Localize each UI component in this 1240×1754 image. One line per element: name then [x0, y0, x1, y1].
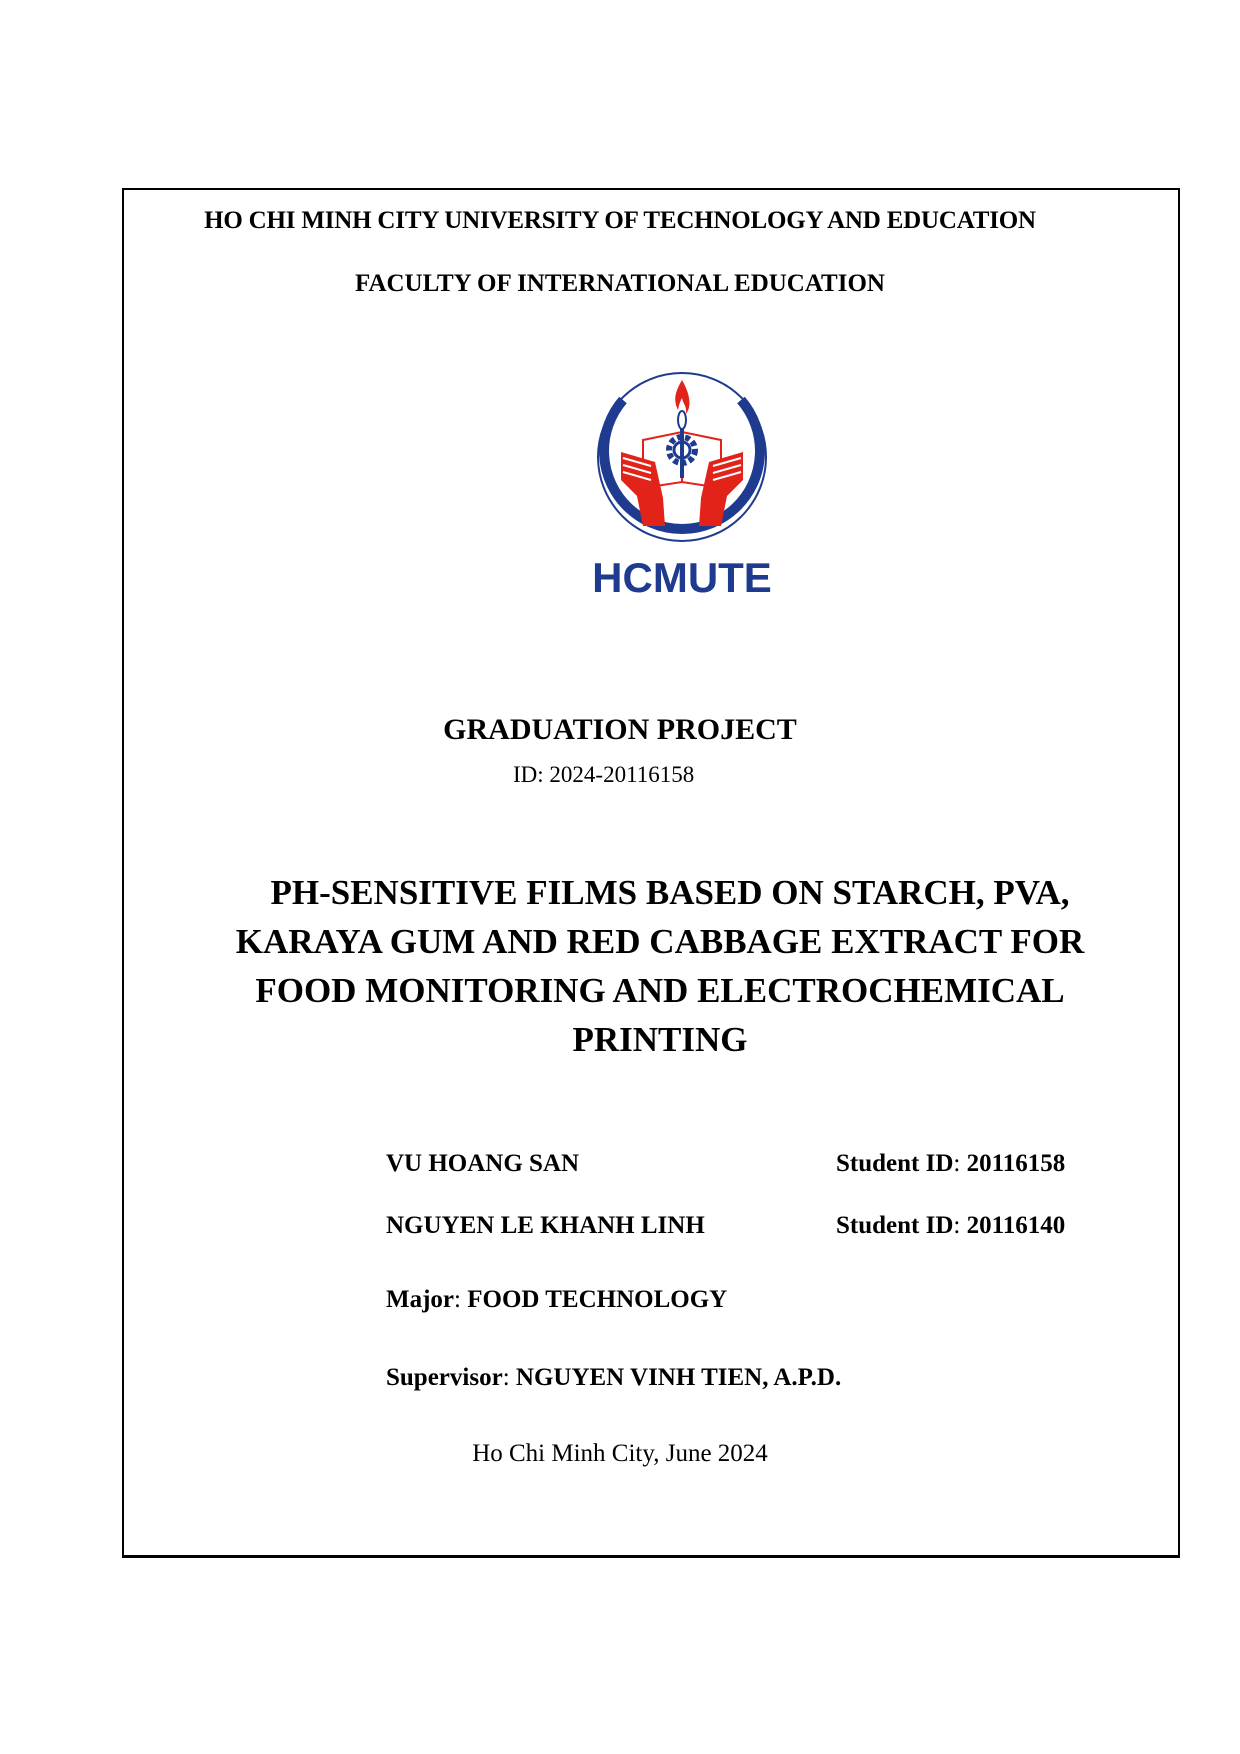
student-2-id: Student ID: 20116140 [836, 1212, 1066, 1239]
supervisor-label: Supervisor [386, 1364, 503, 1391]
student-2-id-label: Student ID [836, 1212, 954, 1239]
supervisor-value: NGUYEN VINH TIEN, A.P.D. [515, 1364, 842, 1391]
hcmute-emblem-icon [593, 370, 771, 600]
thesis-title-line-1: PH-SENSITIVE FILMS BASED ON STARCH, PVA, [270, 873, 1070, 912]
thesis-title-line-2: KARAYA GUM AND RED CABBAGE EXTRACT FOR [235, 922, 1085, 961]
student-1-id-value: 20116158 [966, 1150, 1066, 1177]
thesis-title [180, 868, 1140, 1064]
student-2-name: NGUYEN LE KHANH LINH [386, 1212, 705, 1239]
major-label: Major [386, 1286, 455, 1313]
thesis-title-line-3: FOOD MONITORING AND ELECTROCHEMICAL [255, 971, 1065, 1010]
project-id: ID: 2024-20116158 [513, 762, 695, 787]
university-name: HO CHI MINH CITY UNIVERSITY OF TECHNOLOGY AND EDUCATION [204, 207, 1036, 234]
major: Major: FOOD TECHNOLOGY [386, 1286, 728, 1313]
major-value: FOOD TECHNOLOGY [467, 1286, 728, 1313]
student-2-id-value: 20116140 [966, 1212, 1066, 1239]
logo-text: HCMUTE [593, 554, 771, 600]
student-1-name: VU HOANG SAN [386, 1150, 580, 1177]
supervisor: Supervisor: NGUYEN VINH TIEN, A.P.D. [386, 1364, 842, 1391]
hcmute-logo [593, 370, 771, 600]
place-date: Ho Chi Minh City, June 2024 [472, 1440, 768, 1467]
student-1-id-label: Student ID [836, 1150, 954, 1177]
student-1-id: Student ID: 20116158 [836, 1150, 1066, 1177]
project-type: GRADUATION PROJECT [443, 713, 797, 746]
faculty-name: FACULTY OF INTERNATIONAL EDUCATION [355, 270, 885, 297]
thesis-title-line-4: PRINTING [572, 1020, 748, 1059]
